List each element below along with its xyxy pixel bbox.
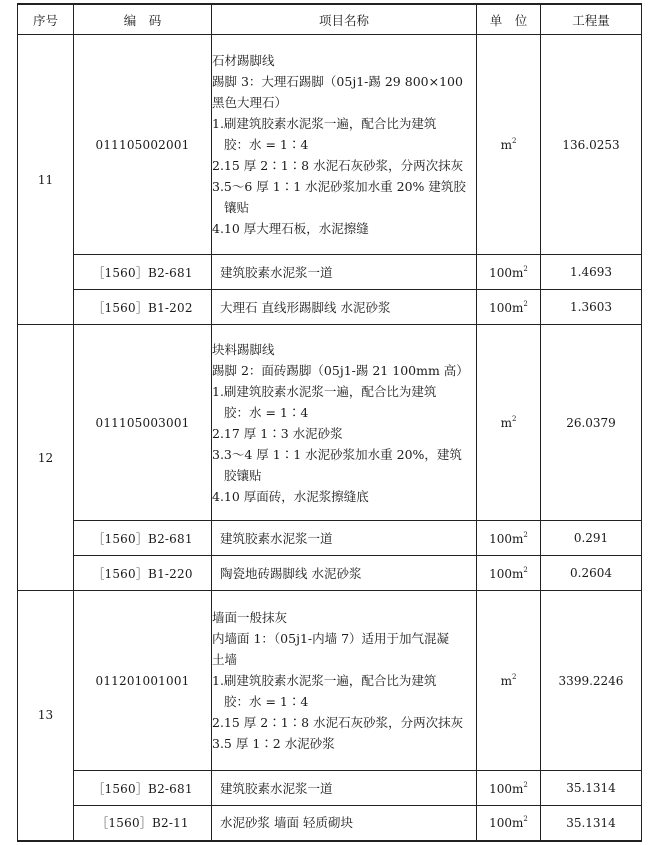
description-line: 3.5～6 厚 1∶1 水泥砂浆加水重 20% 建筑胶: [212, 179, 466, 194]
sub-description: 建筑胶素水泥浆一道: [212, 255, 477, 290]
item-quantity: 26.0379: [541, 325, 642, 521]
description-line: 1.刷建筑胶素水泥浆一遍，配合比为建筑: [212, 673, 437, 688]
sub-quantity: 35.1314: [541, 806, 642, 841]
sub-description: 大理石 直线形踢脚线 水泥砂浆: [212, 290, 477, 325]
item-description: [212, 35, 477, 255]
unit-cell: [477, 806, 541, 841]
unit-exponent: 2: [523, 264, 528, 273]
sub-description: 建筑胶素水泥浆一道: [212, 771, 477, 806]
description-line: 3.5 厚 1∶2 水泥砂浆: [212, 736, 335, 751]
description-line: 踢脚 3：大理石踢脚（05j1-踢 29 800×100: [212, 74, 463, 89]
header-code: 编 码: [74, 4, 212, 35]
table-row-sub: [18, 556, 642, 591]
description-line: 胶：水 = 1∶4: [224, 404, 309, 420]
item-code: 011105003001: [74, 325, 212, 521]
sub-description: 陶瓷地砖踢脚线 水泥砂浆: [212, 556, 477, 591]
quantity-table: [17, 3, 642, 842]
description-line: 石材踢脚线: [212, 53, 275, 68]
table-row-sub: [18, 290, 642, 325]
description-line: 2.15 厚 2∶1∶8 水泥石灰砂浆，分两次抹灰: [212, 715, 464, 730]
unit-cell: [477, 556, 541, 591]
description-line: 胶：水 = 1∶4: [224, 137, 309, 152]
description-line: 黑色大理石）: [212, 95, 288, 110]
table-row-sub: [18, 771, 642, 806]
unit-text: m: [500, 138, 512, 152]
header-name: 项目名称: [212, 4, 477, 35]
row-number: 11: [18, 35, 74, 325]
description-line: 踢脚 2：面砖踢脚（05j1-踢 21 100mm 高）: [212, 362, 469, 378]
unit-text: 100m: [489, 265, 524, 280]
sub-quantity: 0.2604: [541, 556, 642, 591]
table-row-main: [18, 325, 642, 521]
table-row-sub: [18, 255, 642, 290]
sub-quantity: 1.3603: [541, 290, 642, 325]
sub-code: ［1560］B2-11: [74, 806, 212, 841]
description-line: 3.3～4 厚 1∶1 水泥砂浆加水重 20%，建筑: [212, 446, 462, 462]
table-row-main: [18, 35, 642, 255]
unit-text: 100m: [489, 531, 524, 546]
unit-cell: [477, 521, 541, 556]
sub-code: ［1560］B1-202: [74, 290, 212, 325]
unit-exponent: 2: [523, 780, 528, 789]
sub-code: ［1560］B2-681: [74, 771, 212, 806]
table-row-sub: [18, 806, 642, 841]
header-no: 序号: [18, 4, 74, 35]
description-line: 墙面一般抹灰: [212, 610, 288, 625]
unit-exponent: 2: [523, 299, 528, 308]
sub-description: 水泥砂浆 墙面 轻质砌块: [212, 806, 477, 841]
sub-code: ［1560］B2-681: [74, 521, 212, 556]
unit-cell: [477, 325, 541, 521]
table-row-sub: [18, 521, 642, 556]
unit-text: m: [500, 416, 512, 430]
unit-text: 100m: [489, 816, 524, 831]
unit-exponent: 2: [511, 415, 517, 423]
header-qty: 工程量: [541, 4, 642, 35]
unit-text: 100m: [489, 566, 524, 581]
description-line: 1.刷建筑胶素水泥浆一遍，配合比为建筑: [212, 383, 437, 399]
row-number: 12: [18, 325, 74, 591]
unit-cell: [477, 771, 541, 806]
sub-quantity: 0.291: [541, 521, 642, 556]
description-line: 内墙面 1：（05j1-内墙 7）适用于加气混凝: [212, 631, 450, 646]
description-line: 1.刷建筑胶素水泥浆一遍，配合比为建筑: [212, 116, 437, 131]
unit-exponent: 2: [511, 673, 517, 681]
table-row-main: [18, 591, 642, 771]
description-line: 2.15 厚 2∶1∶8 水泥石灰砂浆，分两次抹灰: [212, 158, 464, 173]
description-line: 胶：水 = 1∶4: [224, 694, 309, 709]
item-code: 011105002001: [74, 35, 212, 255]
unit-exponent: 2: [523, 815, 528, 824]
description-line: 2.17 厚 1∶3 水泥砂浆: [212, 425, 343, 441]
description-line: 镶贴: [224, 200, 250, 215]
unit-exponent: 2: [511, 137, 517, 145]
unit-cell: [477, 35, 541, 255]
item-description: [212, 325, 477, 521]
unit-exponent: 2: [523, 530, 528, 539]
description-line: 土墙: [212, 652, 238, 667]
unit-text: 100m: [489, 781, 524, 796]
unit-text: 100m: [489, 300, 524, 315]
unit-cell: [477, 255, 541, 290]
item-description: [212, 591, 477, 771]
sub-quantity: 35.1314: [541, 771, 642, 806]
unit-text: m: [500, 674, 512, 688]
header-unit: 单 位: [477, 4, 541, 35]
sub-quantity: 1.4693: [541, 255, 642, 290]
sub-code: ［1560］B2-681: [74, 255, 212, 290]
item-quantity: 136.0253: [541, 35, 642, 255]
unit-cell: [477, 290, 541, 325]
description-line: 块料踢脚线: [212, 341, 275, 357]
unit-cell: [477, 591, 541, 771]
description-line: 4.10 厚大理石板，水泥擦缝: [212, 221, 369, 236]
header-row: [18, 4, 642, 35]
description-line: 4.10 厚面砖，水泥浆擦缝底: [212, 488, 369, 504]
table-body: [18, 35, 642, 841]
row-number: 13: [18, 591, 74, 841]
item-code: 011201001001: [74, 591, 212, 771]
unit-exponent: 2: [523, 565, 528, 574]
description-line: 胶镶贴: [224, 467, 262, 483]
item-quantity: 3399.2246: [541, 591, 642, 771]
sub-description: 建筑胶素水泥浆一道: [212, 521, 477, 556]
sub-code: ［1560］B1-220: [74, 556, 212, 591]
